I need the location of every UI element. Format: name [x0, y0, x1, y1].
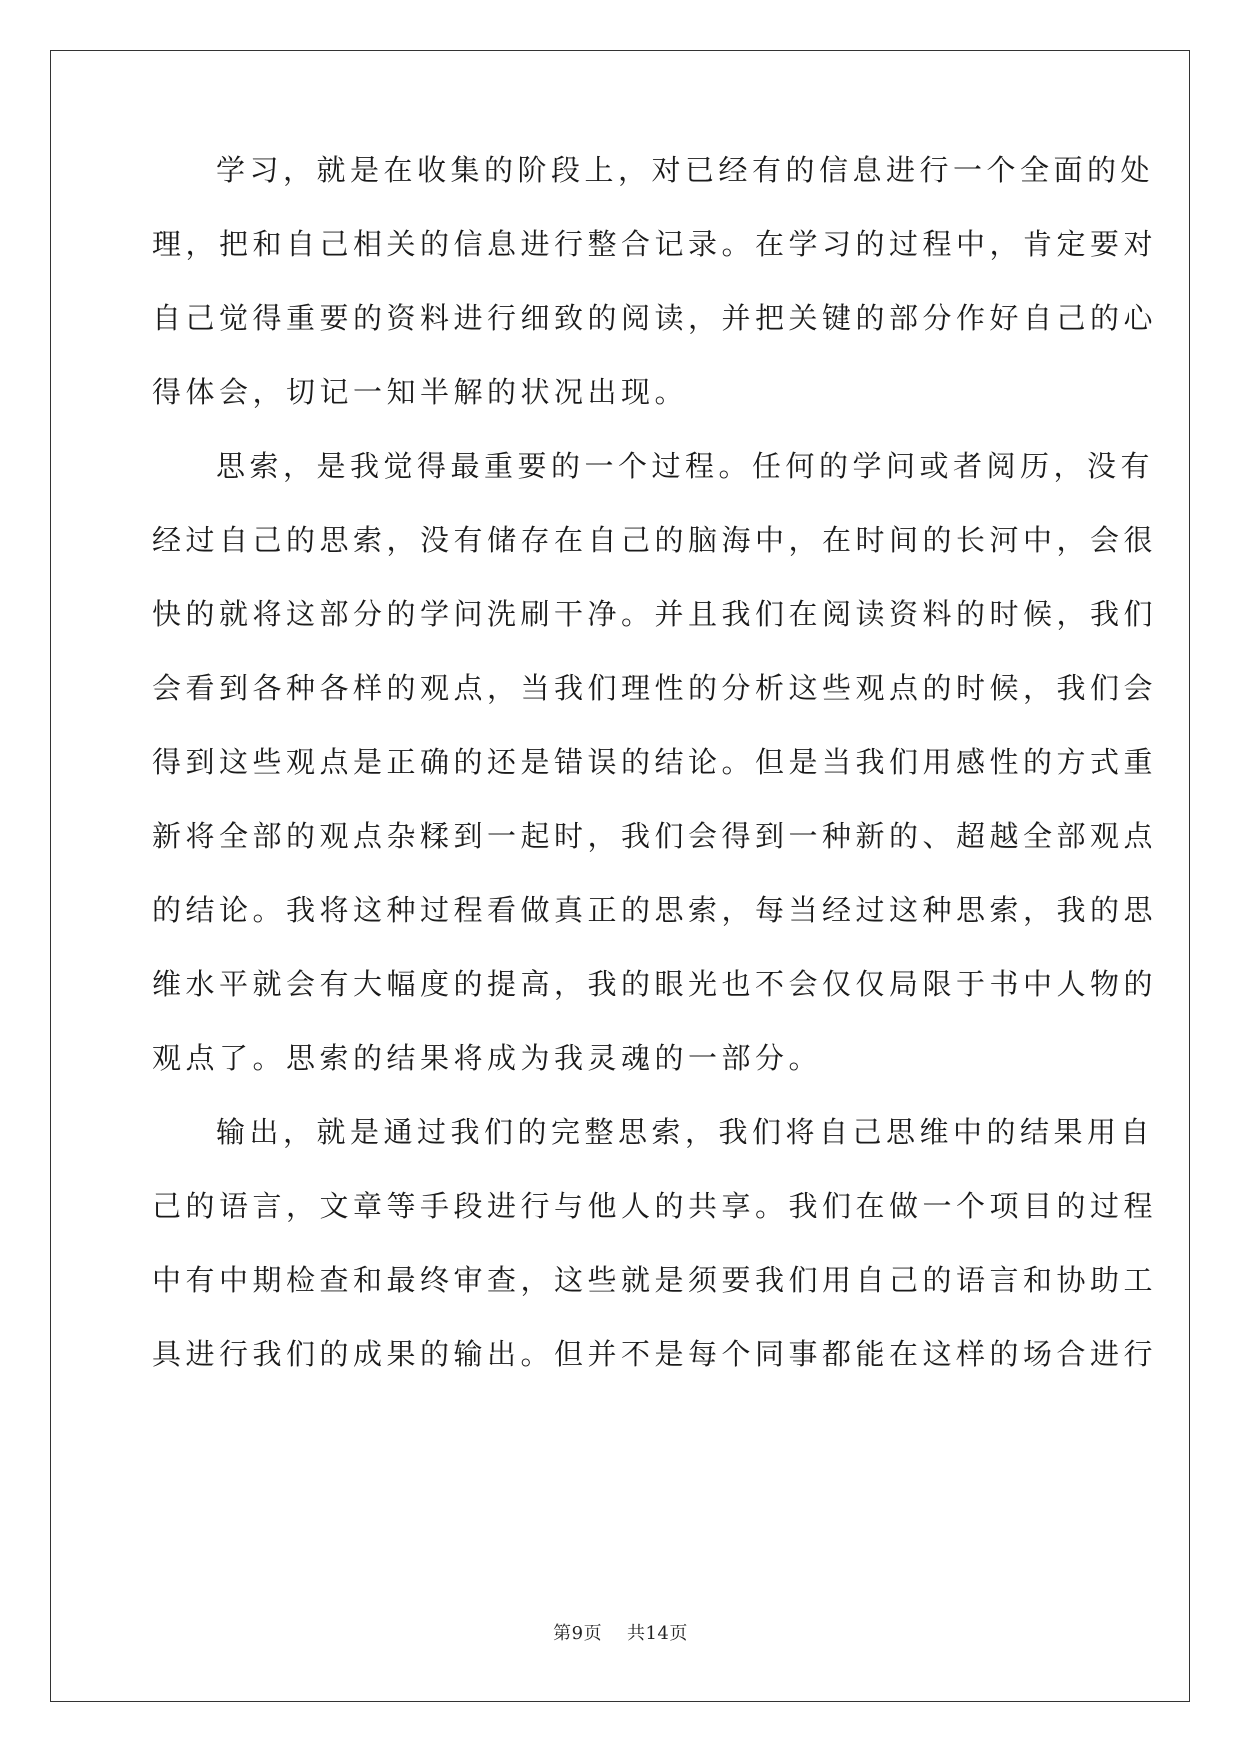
text-line: 的结论。我将这种过程看做真正的思索，每当经过这种思索，我的思	[152, 893, 1158, 927]
page-total: 共14页	[626, 1623, 688, 1644]
page-number: 第9页	[553, 1623, 603, 1644]
text-line: 输出，就是通过我们的完整思索，我们将自己思维中的结果用自	[216, 1115, 1155, 1149]
text-line: 会看到各种各样的观点，当我们理性的分析这些观点的时候，我们会	[152, 671, 1158, 705]
text-line: 观点了。思索的结果将成为我灵魂的一部分。	[152, 1041, 823, 1075]
text-line: 得到这些观点是正确的还是错误的结论。但是当我们用感性的方式重	[152, 745, 1158, 779]
text-line: 得体会，切记一知半解的状况出现。	[152, 375, 689, 409]
text-line: 新将全部的观点杂糅到一起时，我们会得到一种新的、超越全部观点	[152, 819, 1158, 853]
text-line: 学习，就是在收集的阶段上，对已经有的信息进行一个全面的处	[216, 153, 1155, 187]
text-line: 具进行我们的成果的输出。但并不是每个同事都能在这样的场合进行	[152, 1337, 1158, 1371]
text-line: 维水平就会有大幅度的提高，我的眼光也不会仅仅局限于书中人物的	[152, 967, 1158, 1001]
text-line: 中有中期检查和最终审查，这些就是须要我们用自己的语言和协助工	[152, 1263, 1158, 1297]
page-footer	[0, 1622, 1241, 1646]
text-line: 快的就将这部分的学问洗刷干净。并且我们在阅读资料的时候，我们	[152, 597, 1158, 631]
text-line: 自己觉得重要的资料进行细致的阅读，并把关键的部分作好自己的心	[152, 301, 1158, 335]
text-line: 己的语言，文章等手段进行与他人的共享。我们在做一个项目的过程	[152, 1189, 1158, 1223]
text-line: 经过自己的思索，没有储存在自己的脑海中，在时间的长河中，会很	[152, 523, 1158, 557]
text-line: 思索，是我觉得最重要的一个过程。任何的学问或者阅历，没有	[216, 449, 1155, 483]
text-line: 理，把和自己相关的信息进行整合记录。在学习的过程中，肯定要对	[152, 227, 1158, 261]
